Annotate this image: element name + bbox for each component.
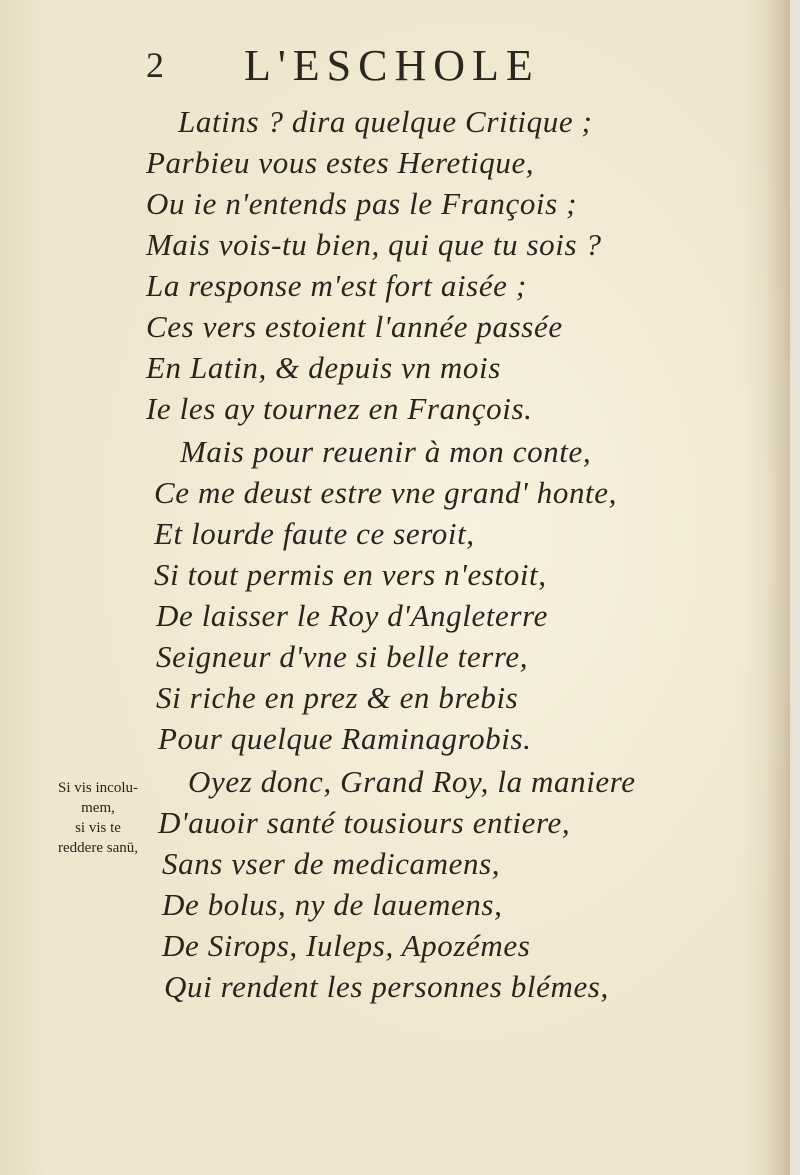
marginal-note-line: mem,: [81, 800, 115, 816]
verse-line: Mais pour reuenir à mon conte,: [180, 434, 592, 469]
verse-line: D'auoir santé tousiours entiere,: [158, 805, 571, 840]
verse-line: Seigneur d'vne si belle terre,: [156, 639, 529, 674]
running-head: L'ESCHOLE: [244, 41, 540, 90]
verse-line: La response m'est fort aisée ;: [146, 268, 527, 303]
verse-line: En Latin, & depuis vn mois: [146, 350, 501, 385]
marginal-note-line: Si vis incolu-: [57, 780, 138, 796]
marginal-note-line: si vis te: [75, 820, 121, 836]
verse-line: Ou ie n'entends pas le François ;: [146, 186, 578, 221]
verse-line: Et lourde faute ce seroit,: [154, 516, 475, 551]
marginal-note-line: reddere sanū,: [58, 840, 138, 856]
verse-line: Ces vers estoient l'année passée: [146, 309, 563, 344]
page-number: 2: [146, 45, 164, 85]
verse-line: Latins ? dira quelque Critique ;: [178, 104, 593, 139]
verse-line: Oyez donc, Grand Roy, la maniere: [188, 764, 636, 799]
verse-line: Si riche en prez & en brebis: [156, 680, 519, 715]
verse-line: Mais vois-tu bien, qui que tu sois ?: [146, 227, 602, 262]
verse-line: Pour quelque Raminagrobis.: [158, 721, 532, 756]
verse-line: Parbieu vous estes Heretique,: [146, 145, 535, 180]
verse-line: De laisser le Roy d'Angleterre: [156, 598, 548, 633]
verse-line: Qui rendent les personnes blémes,: [164, 969, 609, 1004]
verse-line: Sans vser de medicamens,: [162, 846, 501, 881]
verse-line: De bolus, ny de lauemens,: [162, 887, 503, 922]
marginal-note: [44, 778, 152, 858]
verse-line: Si tout permis en vers n'estoit,: [154, 557, 547, 592]
page-edge-shadow: [766, 0, 790, 1175]
verse-line: Ce me deust estre vne grand' honte,: [154, 475, 617, 510]
verse-line: Ie les ay tournez en François.: [146, 391, 533, 426]
verse-line: De Sirops, Iuleps, Apozémes: [162, 928, 531, 963]
